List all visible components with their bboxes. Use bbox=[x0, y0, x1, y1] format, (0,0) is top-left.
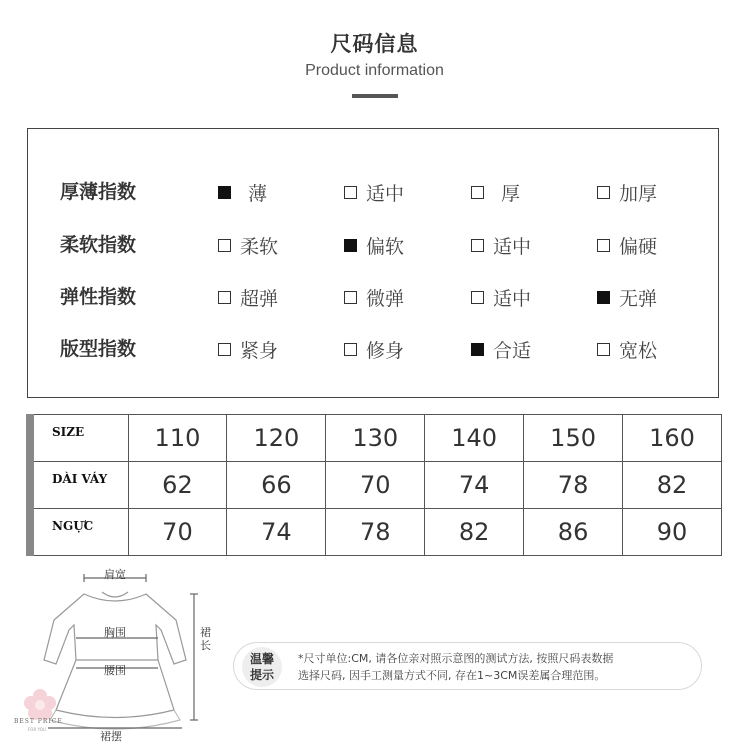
checkbox-icon bbox=[218, 239, 231, 252]
tip-badge-line: 温馨 bbox=[249, 652, 274, 666]
option-label: 偏软 bbox=[366, 236, 405, 258]
table-cell: 62 bbox=[128, 462, 227, 509]
option-label: 柔软 bbox=[240, 236, 279, 258]
table-cell: 110 bbox=[128, 415, 227, 462]
table-row bbox=[30, 509, 722, 556]
option-slightly-soft bbox=[344, 232, 404, 259]
table-cell: 90 bbox=[623, 509, 722, 556]
hem-label: 裙摆 bbox=[100, 730, 122, 743]
option-label: 薄 bbox=[248, 183, 268, 205]
option-label: 适中 bbox=[493, 236, 532, 258]
row-header: DÀI VÁY bbox=[30, 462, 128, 509]
tip-line: *尺寸单位:CM, 请各位亲对照示意图的测试方法, 按照尺码表数据 bbox=[298, 652, 614, 665]
option-slim bbox=[344, 336, 404, 363]
size-table bbox=[26, 414, 722, 556]
table-cell: 130 bbox=[326, 415, 425, 462]
option-label: 偏硬 bbox=[619, 236, 658, 258]
option-label: 宽松 bbox=[619, 340, 658, 362]
checkbox-icon bbox=[344, 239, 357, 252]
option-medium bbox=[344, 179, 404, 206]
page-subtitle: Product information bbox=[305, 62, 444, 79]
option-medium bbox=[471, 232, 531, 259]
checkbox-icon bbox=[344, 343, 357, 356]
option-thick bbox=[471, 179, 520, 206]
checkbox-icon bbox=[344, 291, 357, 304]
logo-name: BEST PRICE bbox=[14, 718, 63, 725]
checkbox-icon bbox=[471, 343, 484, 356]
row-label: 弹性指数 bbox=[60, 286, 137, 308]
option-stiff bbox=[597, 232, 657, 259]
option-soft bbox=[218, 232, 278, 259]
table-cell: 82 bbox=[425, 509, 524, 556]
checkbox-icon bbox=[471, 291, 484, 304]
size-tip-box bbox=[233, 642, 702, 690]
table-cell: 160 bbox=[623, 415, 722, 462]
dress-measurement-diagram bbox=[36, 560, 226, 745]
table-row bbox=[30, 462, 722, 509]
option-no-stretch bbox=[597, 284, 657, 311]
waist-label: 腰围 bbox=[104, 664, 126, 677]
tip-badge bbox=[242, 647, 282, 687]
table-row bbox=[30, 415, 722, 462]
checkbox-icon bbox=[471, 239, 484, 252]
dress-outline-icon bbox=[36, 560, 226, 745]
option-label: 厚 bbox=[501, 183, 521, 205]
elasticity-row bbox=[28, 282, 720, 312]
option-medium bbox=[471, 284, 531, 311]
option-slight-stretch bbox=[344, 284, 404, 311]
row-header: SIZE bbox=[30, 415, 128, 462]
softness-row bbox=[28, 230, 720, 260]
checkbox-icon bbox=[218, 343, 231, 356]
tip-line: 选择尺码, 因手工测量方式不同, 存在1~3CM误差属合理范围。 bbox=[298, 669, 606, 682]
table-cell: 74 bbox=[227, 509, 326, 556]
option-label: 修身 bbox=[366, 340, 405, 362]
option-tight bbox=[218, 336, 278, 363]
option-label: 超弹 bbox=[240, 288, 279, 310]
option-regular bbox=[471, 336, 531, 363]
row-label: 版型指数 bbox=[60, 338, 137, 360]
chest-label: 胸围 bbox=[104, 626, 126, 639]
table-cell: 74 bbox=[425, 462, 524, 509]
checkbox-icon bbox=[597, 343, 610, 356]
option-loose bbox=[597, 336, 657, 363]
fit-row bbox=[28, 334, 720, 364]
tip-text bbox=[298, 650, 613, 684]
option-super-stretch bbox=[218, 284, 278, 311]
checkbox-icon bbox=[471, 186, 484, 199]
logo-subtitle: FOR YOU bbox=[28, 727, 46, 732]
title-divider bbox=[352, 94, 398, 98]
page-header bbox=[0, 28, 749, 80]
row-label: 厚薄指数 bbox=[60, 181, 137, 203]
row-label: 柔软指数 bbox=[60, 234, 137, 256]
table-cell: 70 bbox=[326, 462, 425, 509]
checkbox-icon bbox=[597, 239, 610, 252]
thickness-row bbox=[28, 177, 720, 207]
option-thin bbox=[218, 179, 267, 206]
option-label: 紧身 bbox=[240, 340, 279, 362]
page-title: 尺码信息 bbox=[330, 32, 419, 56]
option-label: 合适 bbox=[493, 340, 532, 362]
option-label: 微弹 bbox=[366, 288, 405, 310]
table-cell: 78 bbox=[326, 509, 425, 556]
checkbox-icon bbox=[597, 291, 610, 304]
tip-badge-line: 提示 bbox=[249, 668, 274, 682]
checkbox-icon bbox=[344, 186, 357, 199]
length-label: 裙长 bbox=[200, 626, 211, 652]
option-label: 无弹 bbox=[619, 288, 658, 310]
option-extra-thick bbox=[597, 179, 657, 206]
checkbox-icon bbox=[218, 291, 231, 304]
table-cell: 66 bbox=[227, 462, 326, 509]
product-index-panel bbox=[27, 128, 719, 398]
option-label: 适中 bbox=[366, 183, 405, 205]
option-label: 加厚 bbox=[619, 183, 658, 205]
table-cell: 82 bbox=[623, 462, 722, 509]
row-header: NGỰC bbox=[30, 509, 128, 556]
table-cell: 150 bbox=[524, 415, 623, 462]
checkbox-icon bbox=[597, 186, 610, 199]
table-cell: 140 bbox=[425, 415, 524, 462]
table-cell: 78 bbox=[524, 462, 623, 509]
shoulder-label: 肩宽 bbox=[104, 568, 126, 581]
table-cell: 120 bbox=[227, 415, 326, 462]
checkbox-icon bbox=[218, 186, 231, 199]
option-label: 适中 bbox=[493, 288, 532, 310]
table-cell: 86 bbox=[524, 509, 623, 556]
table-cell: 70 bbox=[128, 509, 227, 556]
